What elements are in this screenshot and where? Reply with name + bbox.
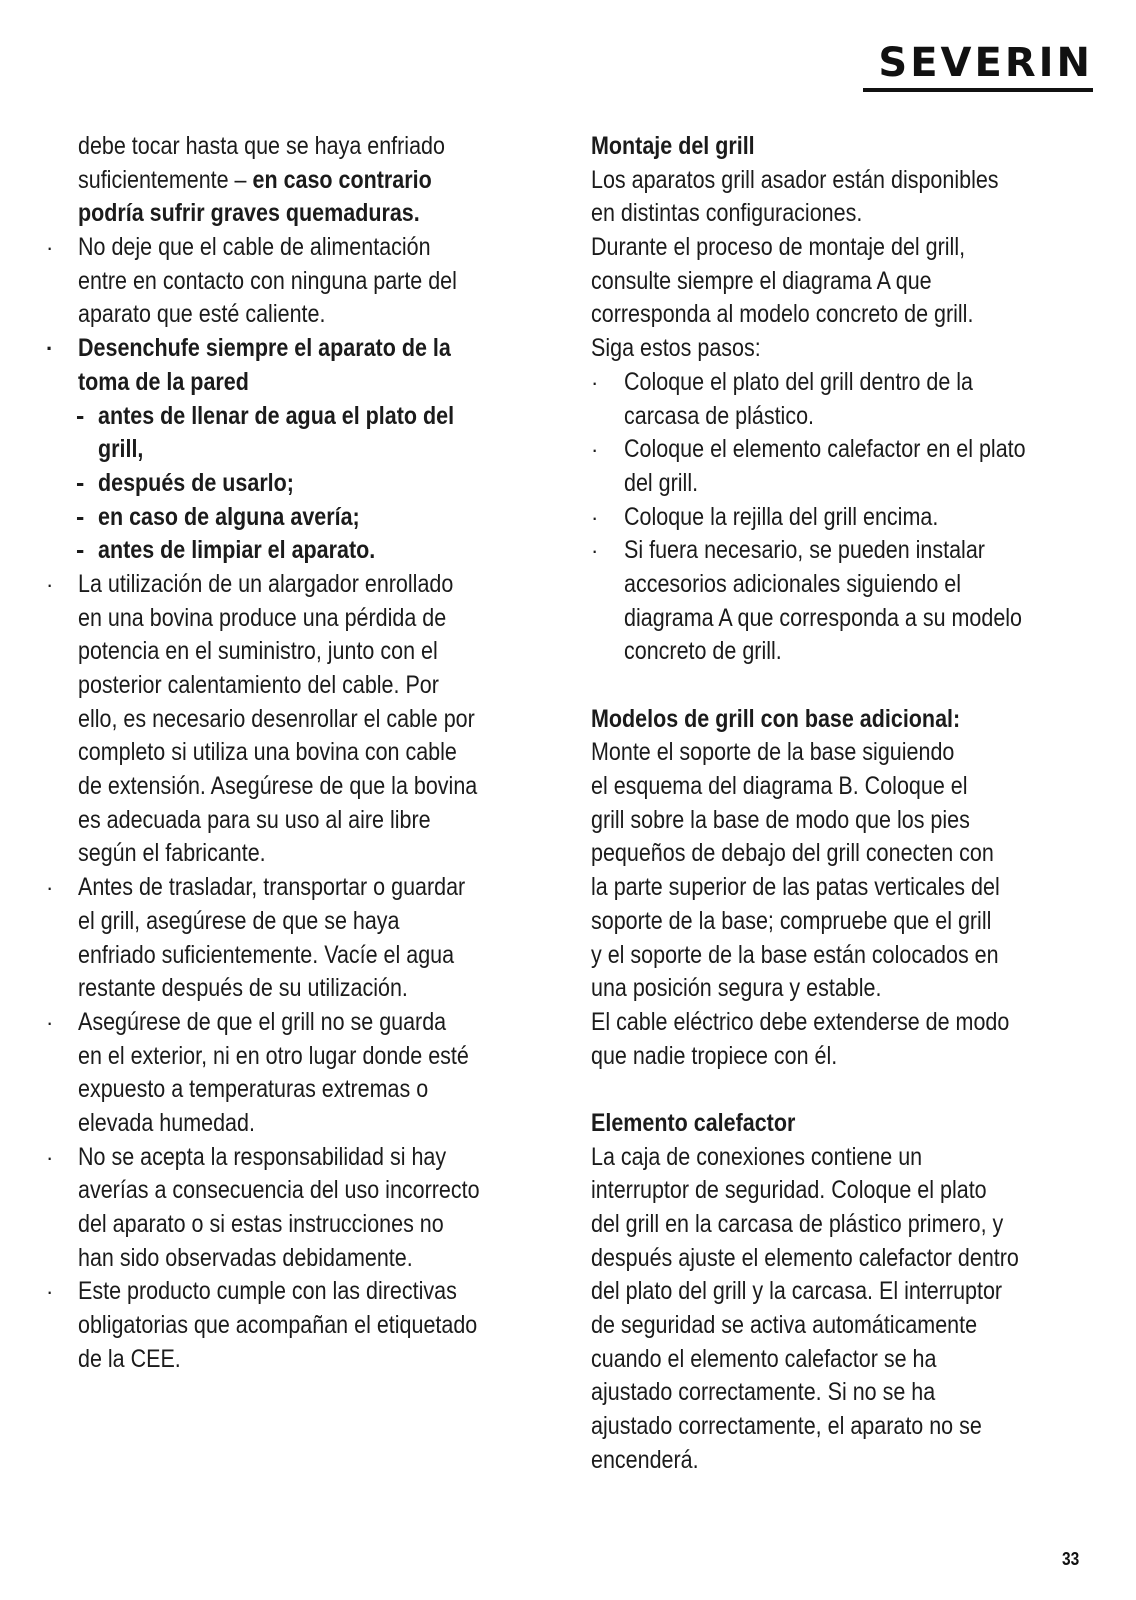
bullet-dot: · (591, 369, 599, 395)
text-line: de seguridad se activa automáticamente (591, 1311, 978, 1340)
dash-item: - en caso de alguna avería; (42, 501, 562, 535)
bullet-item: · No se acepta la responsabilidad si hay averías a consecuencia del uso incorrecto del aparato o si estas instrucciones no han sido observadas debidamente. (46, 1142, 480, 1272)
text-line: Siga estos pasos: (591, 334, 761, 363)
dash-mark: - (76, 536, 85, 565)
text-line: del grill en la carcasa de plástico primero, y (591, 1210, 1004, 1238)
step-item: · Coloque la rejilla del grill encima. (591, 501, 1113, 535)
section-heading: Elemento calefactor (591, 1108, 796, 1137)
left-column (42, 130, 562, 1376)
text-line: El cable eléctrico debe extenderse de modo (591, 1007, 1010, 1036)
bullet-item: · Antes de trasladar, transportar o guardar el grill, asegúrese de que se haya enfriado suficientemente. Vacíe el agua restante después de su utilización. (46, 873, 466, 1003)
text-line: después ajuste el elemento calefactor dentro (591, 1243, 1019, 1272)
dash-mark: - (76, 502, 85, 531)
bullet-dot: · (46, 1279, 54, 1305)
text-line: debe tocar hasta que se haya enfriado (78, 132, 445, 160)
text-line: y el soporte de la base están colocados en (591, 940, 999, 969)
page-number: 33 (1062, 1549, 1080, 1569)
bullet-dot: · (46, 875, 54, 901)
text-line: podría sufrir graves quemaduras. (78, 199, 420, 228)
text-line: consulte siempre el diagrama A que (591, 266, 932, 295)
bullet-dot: · (46, 336, 54, 362)
dash-item: - después de usarlo; (42, 467, 562, 501)
dash-mark: - (76, 468, 85, 497)
bullet-item: · Este producto cumple con las directivas obligatorias que acompañan el etiquetado de la CEE. (46, 1277, 478, 1373)
text-line: el esquema del diagrama B. Coloque el (591, 772, 968, 801)
text-line: cuando el elemento calefactor se ha (591, 1344, 937, 1373)
text-line: interruptor de seguridad. Coloque el plato (591, 1176, 987, 1205)
bullet-dot: · (46, 1009, 54, 1035)
dash-mark: - (76, 401, 85, 430)
text-line: pequeños de debajo del grill conecten con (591, 839, 994, 868)
text-line: corresponda al modelo concreto de grill. (591, 300, 974, 329)
bullet-dot: · (46, 1144, 54, 1170)
text-line: grill sobre la base de modo que los pies (591, 805, 970, 834)
bullet-item: · Desenchufe siempre el aparato de la toma de la pared - antes de llenar de agua el plato del grill, - después de usarlo; - en caso de alguna avería; - antes de limpiar el aparato. (42, 332, 562, 568)
spacer (591, 1073, 1113, 1107)
text-line: ajustado correctamente. Si no se ha (591, 1378, 936, 1407)
text-line: en distintas configuraciones. (591, 199, 863, 228)
dash-item: - antes de llenar de agua el plato del (42, 400, 562, 434)
text-line: Durante el proceso de montaje del grill, (591, 233, 966, 262)
bullet-item: · Asegúrese de que el grill no se guarda en el exterior, ni en otro lugar donde esté expuesto a temperaturas extremas o elevada humedad. (46, 1007, 469, 1137)
section-heading: Modelos de grill con base adicional: (591, 704, 961, 733)
right-column (591, 130, 1113, 1478)
bullet-dot: · (591, 538, 599, 564)
text-line: soporte de la base; compruebe que el grill (591, 906, 992, 935)
text-line: la parte superior de las patas verticales del (591, 873, 1000, 902)
section-heading: Montaje del grill (591, 132, 755, 160)
step-item: · Coloque el elemento calefactor en el plato del grill. (591, 435, 1026, 497)
text-line: Monte el soporte de la base siguiendo (591, 738, 955, 767)
bullet-dot: · (46, 235, 54, 261)
text-line: suficientemente – en caso contrario (78, 165, 432, 194)
text-line: Los aparatos grill asador están disponibles (591, 165, 999, 194)
text-line: ajustado correctamente, el aparato no se (591, 1412, 982, 1441)
step-item: · Si fuera necesario, se pueden instalar accesorios adicionales siguiendo el diagrama A que corresponda a su modelo concreto de grill. (591, 536, 1023, 666)
step-item: · Coloque el plato del grill dentro de la carcasa de plástico. (591, 367, 974, 430)
brand-logo: SEVERIN (863, 40, 1093, 92)
bullet-dot: · (591, 437, 599, 463)
text-line: que nadie tropiece con él. (591, 1041, 838, 1070)
bullet-item: · No deje que el cable de alimentación entre en contacto con ninguna parte del aparato que esté caliente. (46, 233, 457, 329)
bullet-dot: · (591, 504, 599, 530)
spacer (591, 669, 1113, 703)
bullet-dot: · (46, 571, 54, 597)
text-line: La caja de conexiones contiene un (591, 1142, 923, 1171)
text-line: una posición segura y estable. (591, 974, 882, 1003)
dash-item: - antes de limpiar el aparato. (42, 534, 562, 568)
text-line: del plato del grill y la carcasa. El interruptor (591, 1277, 1003, 1306)
text-line: encenderá. (591, 1445, 699, 1474)
bullet-item: · La utilización de un alargador enrollado en una bovina produce una pérdida de potencia en el suministro, junto con el posterior calentamiento del cable. Por ello, es necesario desenrollar el cable por completo si utiliza una bovina con cable de extensión. Asegúrese de que la bovina es adecuada para su uso al aire libre según el fabricante. (46, 569, 478, 868)
